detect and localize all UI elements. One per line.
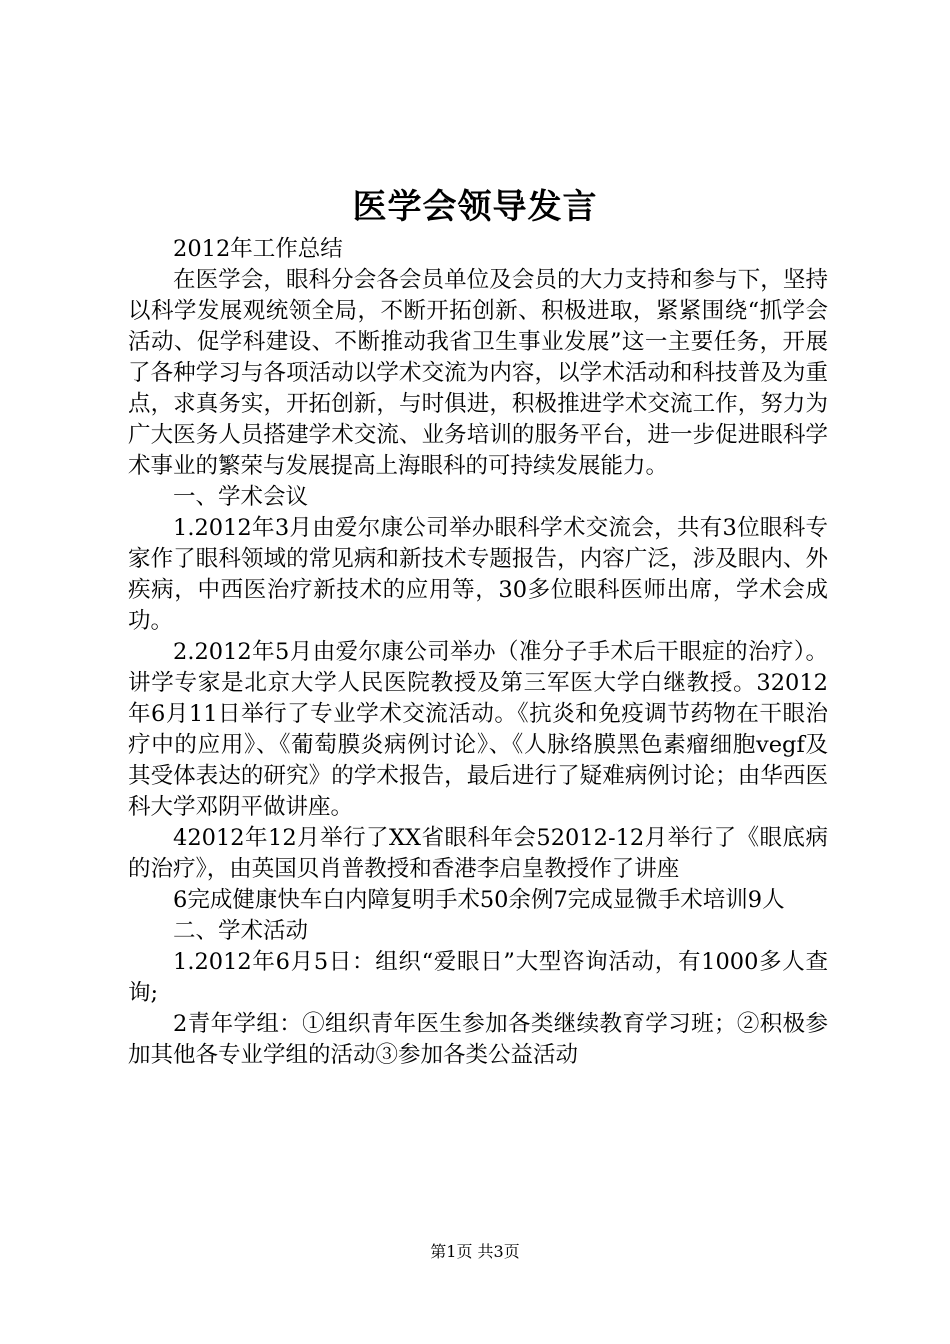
paragraph-activity-1: 1.2012年6月5日：组织“爱眼日”大型咨询活动，有1000多人查询; [128,949,828,1006]
page-footer: 第1页 共3页 [430,1242,520,1261]
section-heading-academic-activities: 二、学术活动 [173,918,309,944]
document-body [128,234,828,1071]
paragraph-intro: 在医学会，眼科分会各会员单位及会员的大力支持和参与下，坚持以科学发展观统领全局，不断开拓创新、积极进取，紧紧围绕“抓学会活动、促学科建设、不断推动我省卫生事业发展”这一主要任务，开展了各种学习与各项活动以学术交流为内容，以学术活动和科技普及为重点，求真务实，开拓创新，与时俱进，积极推进学术交流工作，努力为广大医务人员搭建学术交流、业务培训的服务平台，进一步促进眼科学术事业的繁荣与发展提高上海眼科的可持续发展能力。 [128,267,828,479]
section-heading-academic-meetings: 一、学术会议 [173,484,309,510]
paragraph-activity-2: 2青年学组：①组织青年医生参加各类继续教育学习班；②积极参加其他各专业学组的活动③参加各类公益活动 [128,1011,828,1068]
paragraph-summary-heading: 2012年工作总结 [173,236,343,262]
document-title: 医学会领导发言 [352,187,598,227]
paragraph-meeting-2: 2.2012年5月由爱尔康公司举办（准分子手术后干眼症的治疗）。讲学专家是北京大学人民医院教授及第三军医大学白继教授。32012年6月11日举行了专业学术交流活动。《抗炎和免疫调节药物在干眼治疗中的应用》、《葡萄膜炎病例讨论》、《人脉络膜黑色素瘤细胞vegf及其受体表达的研究》的学术报告，最后进行了疑难病例讨论；由华西医科大学邓阴平做讲座。 [128,639,828,820]
paragraph-meeting-6-7: 6完成健康快车白内障复明手术50余例7完成显微手术培训9人 [173,887,785,913]
paragraph-meeting-1: 1.2012年3月由爱尔康公司举办眼科学术交流会，共有3位眼科专家作了眼科领域的常见病和新技术专题报告，内容广泛，涉及眼内、外疾病，中西医治疗新技术的应用等，30多位眼科医师出席，学术会成功。 [128,515,828,634]
paragraph-meeting-4-5: 42012年12月举行了XX省眼科年会52012-12月举行了《眼底病的治疗》，由英国贝肖普教授和香港李启皇教授作了讲座 [128,825,828,882]
